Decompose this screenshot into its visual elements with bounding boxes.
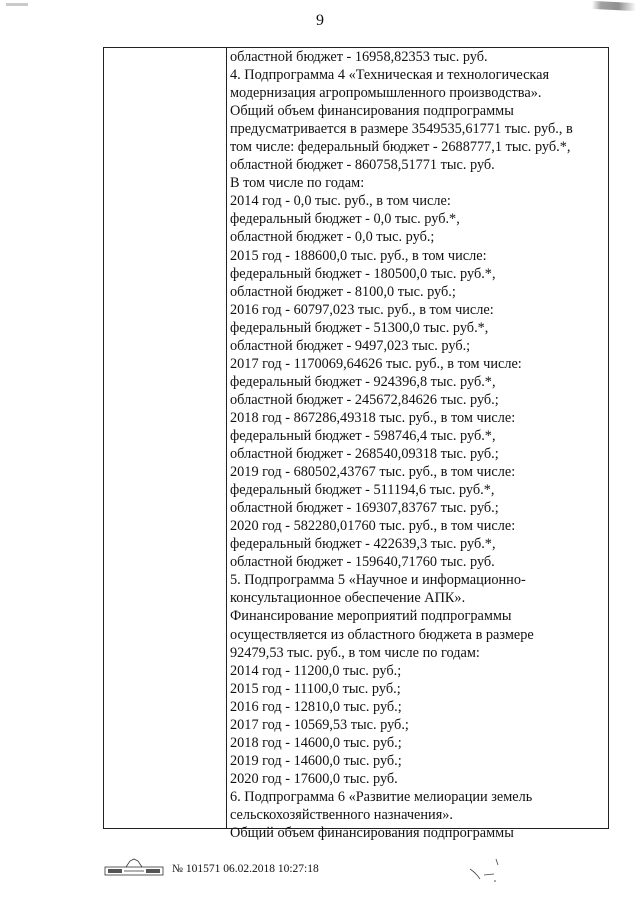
body-line: 2018 год - 14600,0 тыс. руб.; <box>230 734 402 751</box>
body-line: В том числе по годам: <box>230 175 365 192</box>
body-line: Общий объем финансирования подпрограммы <box>230 825 514 842</box>
body-line: федеральный бюджет - 422639,3 тыс. руб.*, <box>230 536 496 553</box>
body-line: 4. Подпрограмма 4 «Техническая и технологическая <box>230 67 550 84</box>
body-line: 2014 год - 11200,0 тыс. руб.; <box>230 662 402 679</box>
body-line: 2015 год - 188600,0 тыс. руб., в том числе: <box>230 247 487 264</box>
body-line: областной бюджет - 16958,82353 тыс. руб. <box>230 49 488 65</box>
body-line: областной бюджет - 9497,023 тыс. руб.; <box>230 337 471 354</box>
body-line: федеральный бюджет - 180500,0 тыс. руб.*, <box>230 265 496 282</box>
body-line: федеральный бюджет - 924396,8 тыс. руб.*, <box>230 373 496 390</box>
body-line: предусматривается в размере 3549535,61771 тыс. руб., в <box>230 121 573 138</box>
body-line: федеральный бюджет - 598746,4 тыс. руб.*, <box>230 427 496 444</box>
column-divider <box>226 48 227 828</box>
signature-marks-icon <box>468 855 508 885</box>
body-line: областной бюджет - 268540,09318 тыс. руб.; <box>230 446 499 463</box>
page-number: 9 <box>316 12 324 29</box>
body-line: областной бюджет - 159640,71760 тыс. руб. <box>230 554 495 571</box>
body-line: 5. Подпрограмма 5 «Научное и информационно- <box>230 572 526 589</box>
body-line: 2015 год - 11100,0 тыс. руб.; <box>230 680 401 697</box>
body-line: 2016 год - 12810,0 тыс. руб.; <box>230 698 402 715</box>
body-line: 2020 год - 582280,01760 тыс. руб., в том числе: <box>230 518 516 535</box>
body-line: 6. Подпрограмма 6 «Развитие мелиорации земель <box>230 788 533 805</box>
body-line: 2016 год - 60797,023 тыс. руб., в том числе: <box>230 301 494 318</box>
body-line: федеральный бюджет - 0,0 тыс. руб.*, <box>230 211 460 228</box>
body-line: федеральный бюджет - 51300,0 тыс. руб.*, <box>230 319 489 336</box>
body-line: областной бюджет - 245672,84626 тыс. руб.; <box>230 391 499 408</box>
body-line: модернизация агропромышленного производства». <box>230 85 542 102</box>
body-line: областной бюджет - 8100,0 тыс. руб.; <box>230 283 456 300</box>
body-line: Общий объем финансирования подпрограммы <box>230 103 514 120</box>
body-line: Финансирование мероприятий подпрограммы <box>230 608 512 625</box>
body-line: 92479,53 тыс. руб., в том числе по годам: <box>230 644 480 661</box>
content-table <box>103 47 609 842</box>
scan-mark <box>592 1 636 11</box>
body-line: осуществляется из областного бюджета в размере <box>230 626 534 643</box>
body-line: федеральный бюджет - 511194,6 тыс. руб.*, <box>230 482 495 499</box>
body-line: 2019 год - 680502,43767 тыс. руб., в том числе: <box>230 464 516 481</box>
document-reference: № 101571 06.02.2018 10:27:18 <box>172 863 319 875</box>
scan-mark-left <box>6 3 28 6</box>
body-line: 2017 год - 10569,53 тыс. руб.; <box>230 716 409 733</box>
body-line: областной бюджет - 860758,51771 тыс. руб. <box>230 157 495 174</box>
text-cell <box>230 48 606 842</box>
body-line: 2020 год - 17600,0 тыс. руб. <box>230 770 398 787</box>
body-line: областной бюджет - 0,0 тыс. руб.; <box>230 229 435 246</box>
body-line: сельскохозяйственного назначения». <box>230 806 453 823</box>
body-line: том числе: федеральный бюджет - 2688777,1 тыс. руб.*, <box>230 139 571 156</box>
body-line: 2018 год - 867286,49318 тыс. руб., в том числе: <box>230 409 516 426</box>
organization-logo-icon <box>104 858 164 876</box>
body-line: 2019 год - 14600,0 тыс. руб.; <box>230 752 402 769</box>
body-line: областной бюджет - 169307,83767 тыс. руб.; <box>230 500 499 517</box>
body-line: 2017 год - 1170069,64626 тыс. руб., в том числе: <box>230 355 522 372</box>
body-line: 2014 год - 0,0 тыс. руб., в том числе: <box>230 193 451 210</box>
body-line: консультационное обеспечение АПК». <box>230 590 466 607</box>
